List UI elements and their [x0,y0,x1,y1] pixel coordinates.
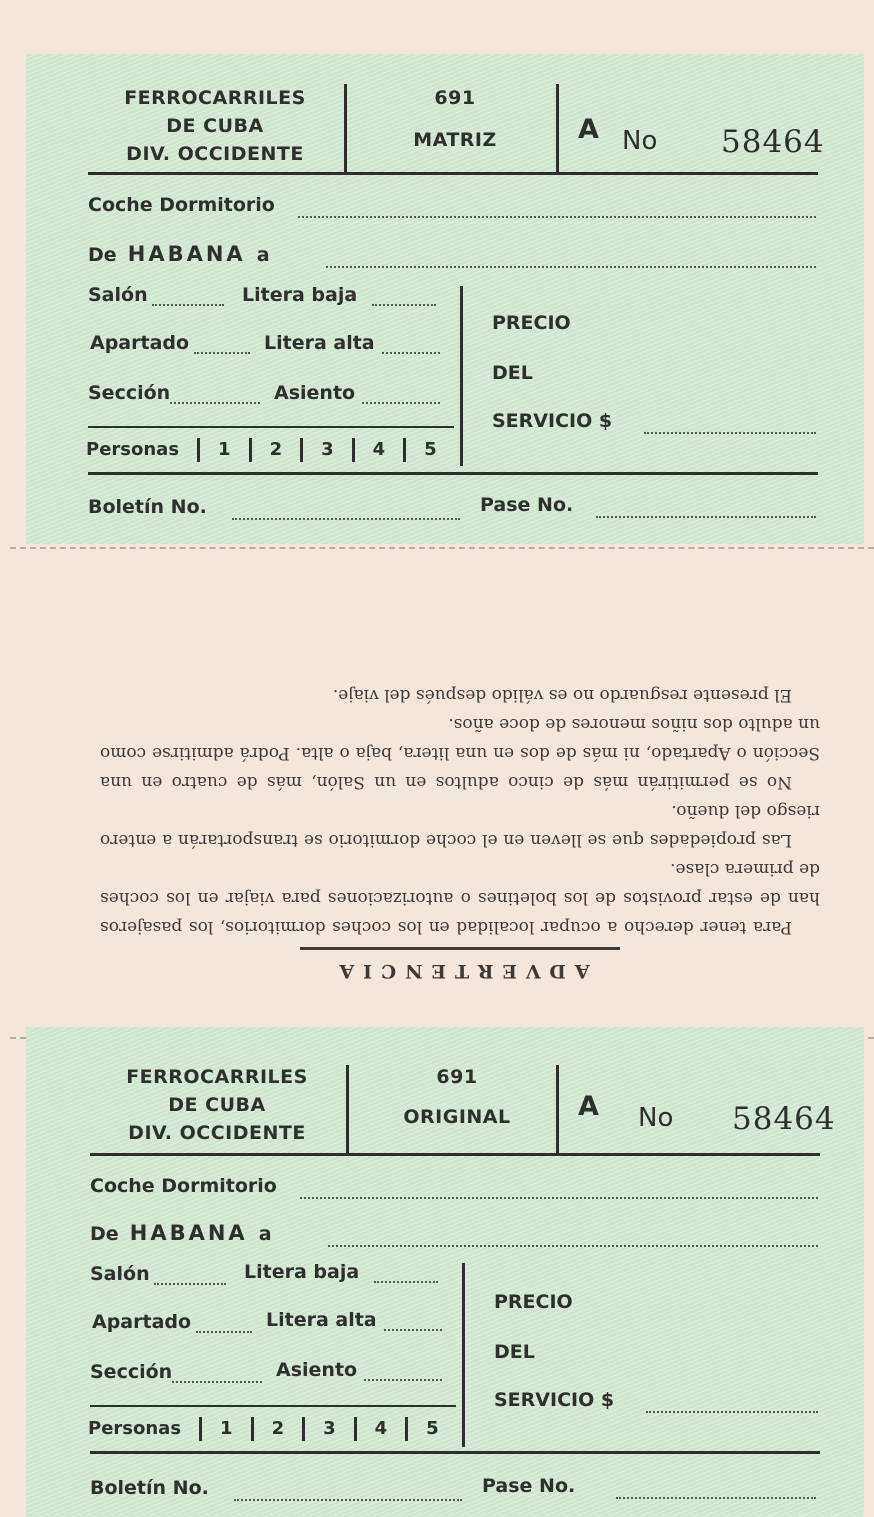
persons-rule [88,426,454,428]
person-4[interactable]: 4 [374,1418,388,1439]
company-line-3: DIV. OCCIDENTE [126,143,304,165]
notice-title-rule [300,947,620,950]
persons-row: Personas 1 2 3 4 5 [88,1418,439,1439]
company-line-3: DIV. OCCIDENTE [128,1122,306,1144]
person-2[interactable]: 2 [271,1418,285,1439]
litera-baja-field[interactable] [372,304,436,306]
litera-baja-field[interactable] [374,1281,438,1283]
ticket-number: 58464 [721,124,825,160]
company-line-1: FERROCARRILES [126,1066,308,1088]
seccion-field[interactable] [172,1381,262,1383]
price-field[interactable] [646,1411,818,1413]
litera-alta-field[interactable] [384,1329,442,1331]
company-name [88,84,342,168]
notice-paragraph-3: No se permitirán más de cinco adultos en un Salón, más de cuatro en una Sección o Apartado, ni más de dos en una litera, baja o alta. Podrá admitirse como un adulto dos niños menores de doce años. [100,714,820,792]
seccion-field[interactable] [170,402,260,404]
header-divider-2 [556,84,559,174]
pase-field[interactable] [596,516,816,518]
person-5[interactable]: 5 [426,1418,439,1439]
copy-type: ORIGINAL [403,1106,511,1128]
ticket-original [26,1027,864,1517]
litera-baja-label: Litera baja [242,284,358,306]
perforation-top [10,547,874,549]
route-origin: HABANA [129,1221,248,1245]
person-2[interactable]: 2 [269,439,283,460]
asiento-label: Asiento [276,1359,358,1381]
coach-label: Coche Dormitorio [88,194,275,216]
seccion-label: Sección [90,1361,173,1383]
series-letter: A [578,1091,599,1122]
header-divider-1 [346,1065,349,1153]
price-field[interactable] [644,432,816,434]
litera-alta-label: Litera alta [266,1309,377,1331]
person-3[interactable]: 3 [323,1418,336,1439]
route-line: De HABANA a [88,242,270,266]
boletin-field[interactable] [232,518,460,520]
salon-label: Salón [90,1263,150,1285]
person-1[interactable]: 1 [220,1418,233,1439]
asiento-label: Asiento [274,382,356,404]
del-label: DEL [492,362,533,384]
boletin-field[interactable] [234,1499,462,1501]
header-bottom-rule [88,172,818,175]
form-number: 691 [434,87,476,109]
litera-alta-field[interactable] [382,352,440,354]
company-line-2: DE CUBA [166,115,264,137]
company-name [90,1063,344,1147]
price-bottom-rule [88,472,818,475]
company-line-2: DE CUBA [168,1094,266,1116]
header-divider-1 [344,84,347,174]
servicio-label: SERVICIO $ [494,1389,615,1411]
pase-field[interactable] [616,1497,816,1499]
apartado-label: Apartado [90,332,190,354]
salon-field[interactable] [152,304,224,306]
advertencia-notice [100,580,820,985]
number-prefix: No [638,1103,674,1133]
header-divider-2 [556,1065,559,1153]
ticket-matriz [26,54,864,544]
pase-label: Pase No. [480,494,574,516]
ticket-number: 58464 [732,1101,836,1137]
copy-type: MATRIZ [413,129,497,151]
number-prefix: No [622,126,658,156]
notice-title: ADVERTENCIA [330,960,590,982]
notice-paragraph-2: Las propiedades que se lleven en el coche dormitorio se transportarán a entero riesgo del dueño. [100,801,820,850]
coach-field[interactable] [298,216,816,218]
route-destination-field[interactable] [326,266,816,268]
servicio-label: SERVICIO $ [492,410,613,432]
route-line: De HABANA a [90,1221,272,1245]
salon-label: Salón [88,284,148,306]
form-number: 691 [436,1066,478,1088]
asiento-field[interactable] [364,1379,442,1381]
coach-label: Coche Dormitorio [90,1175,277,1197]
apartado-field[interactable] [196,1331,252,1333]
precio-label: PRECIO [494,1291,573,1313]
coach-field[interactable] [300,1197,818,1199]
pase-label: Pase No. [482,1475,576,1497]
litera-alta-label: Litera alta [264,332,375,354]
price-bottom-rule [90,1451,820,1454]
asiento-field[interactable] [362,402,440,404]
boletin-label: Boletín No. [88,496,207,518]
apartado-label: Apartado [92,1311,192,1333]
price-divider [462,1263,465,1447]
company-line-1: FERROCARRILES [124,87,306,109]
persons-row: Personas 1 2 3 4 5 [86,439,437,460]
route-origin: HABANA [127,242,246,266]
price-divider [460,286,463,466]
person-1[interactable]: 1 [218,439,231,460]
notice-paragraph-4: El presente resguardo no es válido después del viaje. [332,685,792,705]
precio-label: PRECIO [492,312,571,334]
person-4[interactable]: 4 [372,439,386,460]
notice-paragraph-1: Para tener derecho a ocupar localidad en los coches dormitorios, los pasajeros han de estar provistos de los boletines o autorizaciones para viajar en los coches de primera clase. [100,859,820,937]
litera-baja-label: Litera baja [244,1261,360,1283]
header-bottom-rule [90,1153,820,1156]
person-3[interactable]: 3 [321,439,334,460]
seccion-label: Sección [88,382,171,404]
apartado-field[interactable] [194,352,250,354]
del-label: DEL [494,1341,535,1363]
persons-rule [90,1405,456,1407]
salon-field[interactable] [154,1283,226,1285]
series-letter: A [578,114,599,145]
route-destination-field[interactable] [328,1245,818,1247]
person-5[interactable]: 5 [424,439,437,460]
boletin-label: Boletín No. [90,1477,209,1499]
